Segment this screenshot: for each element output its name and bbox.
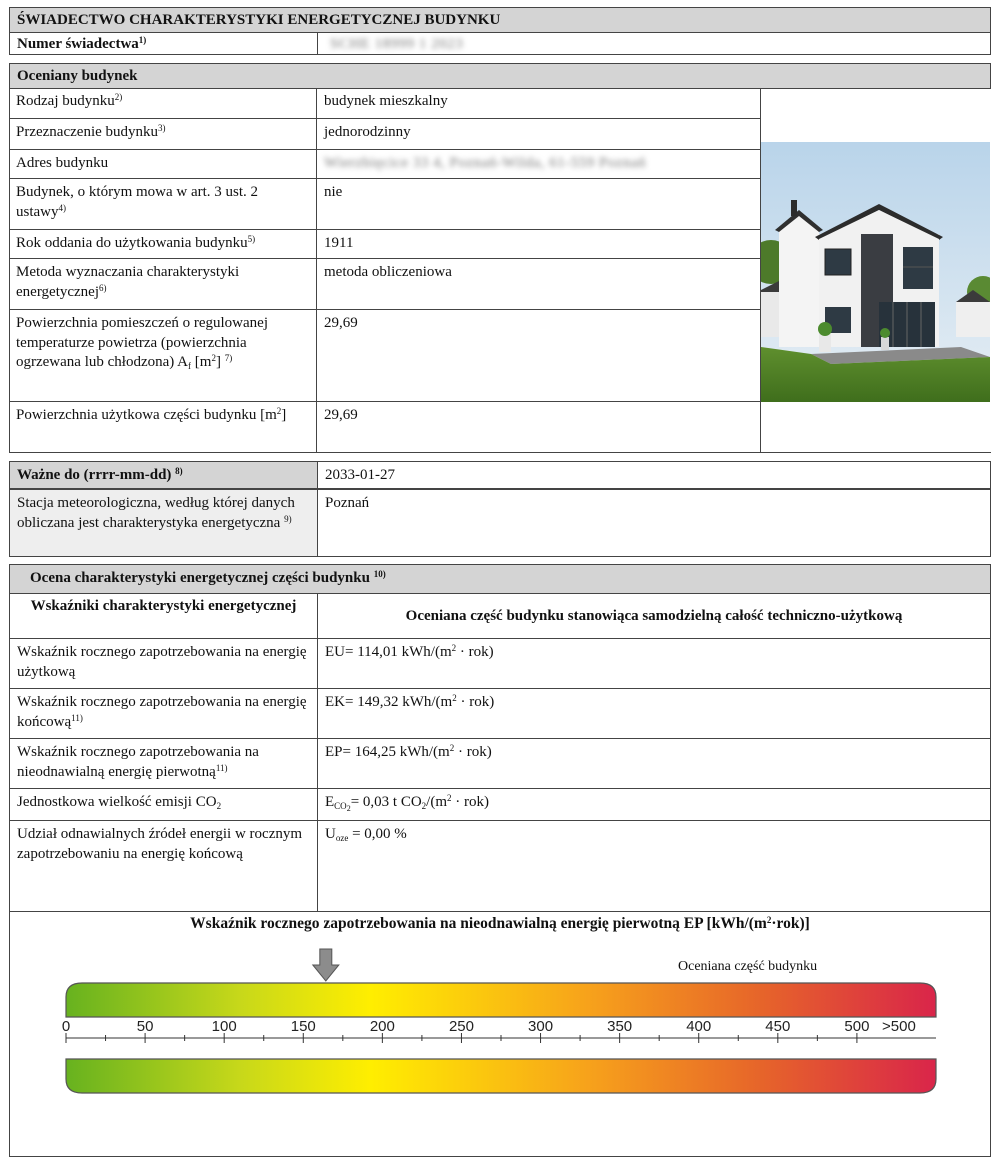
ep-scale-title: Wskaźnik rocznego zapotrzebowania na nieodnawialną energię pierwotną EP $[kWh/(m^2\cdot rok)]$: [190, 915, 810, 932]
scale-tick-label: 450: [765, 1018, 791, 1035]
valid-until-row: Ważne do (rrrr-mm-dd) $^{8)}$ 2033-01-27: [9, 461, 991, 489]
certificate-number-label: Numer świadectwa$^{1)}$: [10, 33, 318, 55]
upper-scale-bar: [66, 983, 936, 1017]
building-row-method: Metoda wyznaczania charakterystyki energetycznej$^{6)}$ metoda obliczeniowa: [9, 259, 761, 309]
scale-tick-label: 300: [528, 1018, 554, 1035]
assessed-part-label: Oceniana część budynku: [678, 959, 818, 974]
building-row-year: Rok oddania do użytkowania budynku$^{5)}$ 1911: [9, 230, 761, 258]
building-row-usable-area: Powierzchnia użytkowa części budynku $[m^2]$ 29,69: [9, 402, 761, 452]
scale-tick-label: 0: [61, 1018, 71, 1035]
scale-tick-label: 250: [448, 1018, 474, 1035]
building-table: [9, 88, 761, 453]
building-section-header: Oceniany budynek: [10, 64, 991, 88]
house-illustration: [761, 142, 990, 402]
co2-label: Jednostkowa wielkość emisji $CO_2$: [10, 789, 318, 820]
assessed-part-column-header: Oceniana część budynku stanowiąca samodzielną całość techniczno-użytkową: [405, 608, 903, 624]
eu-value: EU= 114,01 kWh/$(m^2 \cdot rok)$: [325, 643, 494, 660]
building-photo: [761, 142, 990, 402]
building-row-address: Adres budynku Wierzbięcice 33 4, Poznań-Wilda, 61-559 Poznań: [9, 150, 761, 178]
scale-tick-label: >500: [882, 1018, 916, 1035]
scale-tick-label: 150: [290, 1018, 316, 1035]
lower-scale-bar: [66, 1059, 936, 1093]
oze-label: Udział odnawialnych źródeł energii w rocznym zapotrzebowaniu na energię końcową: [10, 821, 318, 911]
weather-station-row: Stacja meteorologiczna, według której danych obliczana jest charakterystyka energetyczna $^{9)}$ Poznań: [9, 489, 991, 557]
building-row-art3: Budynek, o którym mowa w art. 3 ust. 2 ustawy$^{4)}$ nie: [9, 179, 761, 229]
ep-value: EP= 164,25 kWh/$(m^2 \cdot rok)$: [325, 743, 492, 760]
scale-tick-label: 100: [211, 1018, 237, 1035]
scale-tick-label: 200: [369, 1018, 395, 1035]
co2-value: $E_{CO_2}= 0,03$ t $CO_2/(m^2 \cdot rok)$: [325, 793, 489, 813]
assessment-header: Ocena charakterystyki energetycznej części budynku $^{10)}$: [10, 565, 990, 593]
scale-tick-label: 50: [136, 1018, 154, 1035]
certificate-number-value: SCHE 18999 1 2023: [330, 36, 464, 52]
ek-label: Wskaźnik rocznego zapotrzebowania na energię końcową$^{11)}$: [10, 689, 318, 738]
scale-tick-label: 350: [607, 1018, 633, 1035]
ep-marker-arrow: [313, 949, 339, 981]
ek-value: EK= 149,32 kWh/$(m^2 \cdot rok)$: [325, 693, 495, 710]
certificate-header-block: [9, 7, 991, 55]
eu-label: Wskaźnik rocznego zapotrzebowania na energię użytkową: [10, 639, 318, 688]
indicators-column-header: Wskaźniki charakterystyki energetycznej: [10, 594, 318, 638]
scale-tick-label: 500: [844, 1018, 870, 1035]
scale-tick-label: 400: [686, 1018, 712, 1035]
building-row-type: Rodzaj budynku$^{2)}$ budynek mieszkalny: [9, 88, 761, 118]
oze-value: $U_{oze} = 0,00$ %: [325, 826, 407, 843]
ep-scale: [10, 945, 990, 1155]
building-row-purpose: Przeznaczenie budynku$^{3)}$ jednorodzinny: [9, 119, 761, 149]
document-title: ŚWIADECTWO CHARAKTERYSTYKI ENERGETYCZNEJ BUDYNKU: [10, 8, 990, 32]
ep-label: Wskaźnik rocznego zapotrzebowania na nieodnawialną energię pierwotną$^{11)}$: [10, 739, 318, 788]
building-row-heated-area: Powierzchnia pomieszczeń o regulowanej temperaturze powietrza (powierzchnia ogrzewana lub chłodzona) $A_f$ $[m^2]$ $^{7)}$ 29,69: [9, 310, 761, 401]
assessment-section: [9, 564, 991, 1157]
